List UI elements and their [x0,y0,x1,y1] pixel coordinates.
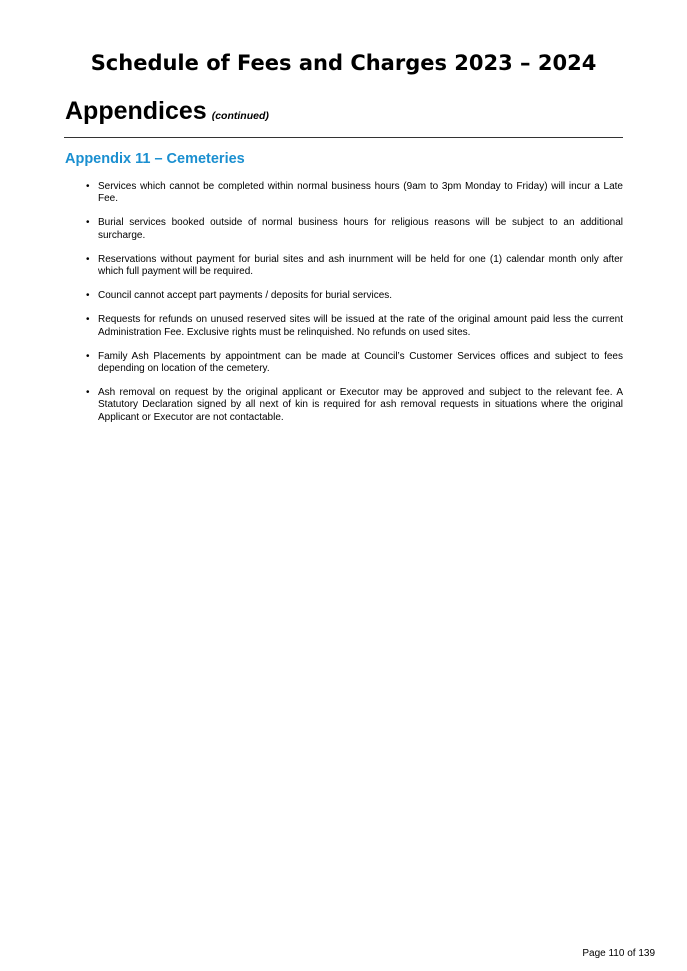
list-item-text: Services which cannot be completed within normal business hours (9am to 3pm Monday to Friday) will incur a Late Fee. [98,181,623,205]
list-item [65,181,623,205]
page-number: Page 110 of 139 [582,948,655,959]
list-item [65,217,623,241]
list-item [65,387,623,424]
section-heading [65,96,269,131]
list-item-text: Council cannot accept part payments / deposits for burial services. [98,290,393,302]
appendix-heading: Appendix 11 – Cemeteries [65,151,245,167]
bullet-icon: • [86,314,90,326]
list-item [65,290,623,302]
list-item [65,254,623,278]
list-item [65,314,623,338]
section-divider [64,137,623,138]
section-heading-text: Appendices [65,97,207,125]
document-title: Schedule of Fees and Charges 2023 – 2024 [90,51,597,75]
list-item-text: Burial services booked outside of normal business hours for religious reasons will be subject to an additional surcharge. [98,217,623,241]
cemetery-conditions-list [65,181,623,436]
bullet-icon: • [86,217,90,229]
list-item-text: Requests for refunds on unused reserved sites will be issued at the rate of the original amount paid less the current Administration Fee. Exclusive rights must be relinquished. No refunds on used sites. [98,314,623,338]
list-item-text: Family Ash Placements by appointment can be made at Council’s Customer Services offices and subject to fees depending on location of the cemetery. [98,350,623,375]
continued-label: (continued) [211,110,269,122]
list-item-text: Reservations without payment for burial sites and ash inurnment will be held for one (1) calendar month only after which full payment will be required. [98,253,623,278]
bullet-icon: • [86,350,90,362]
bullet-icon: • [86,253,90,265]
bullet-icon: • [86,181,90,192]
list-item [65,351,623,375]
list-item-text: Ash removal on request by the original applicant or Executor may be approved and subject to the relevant fee. A Statutory Declaration signed by all next of kin is required for ash removal requests in situations where the original Applicant or Executor are not contactable. [98,387,623,423]
bullet-icon: • [86,387,90,399]
bullet-icon: • [86,290,90,302]
